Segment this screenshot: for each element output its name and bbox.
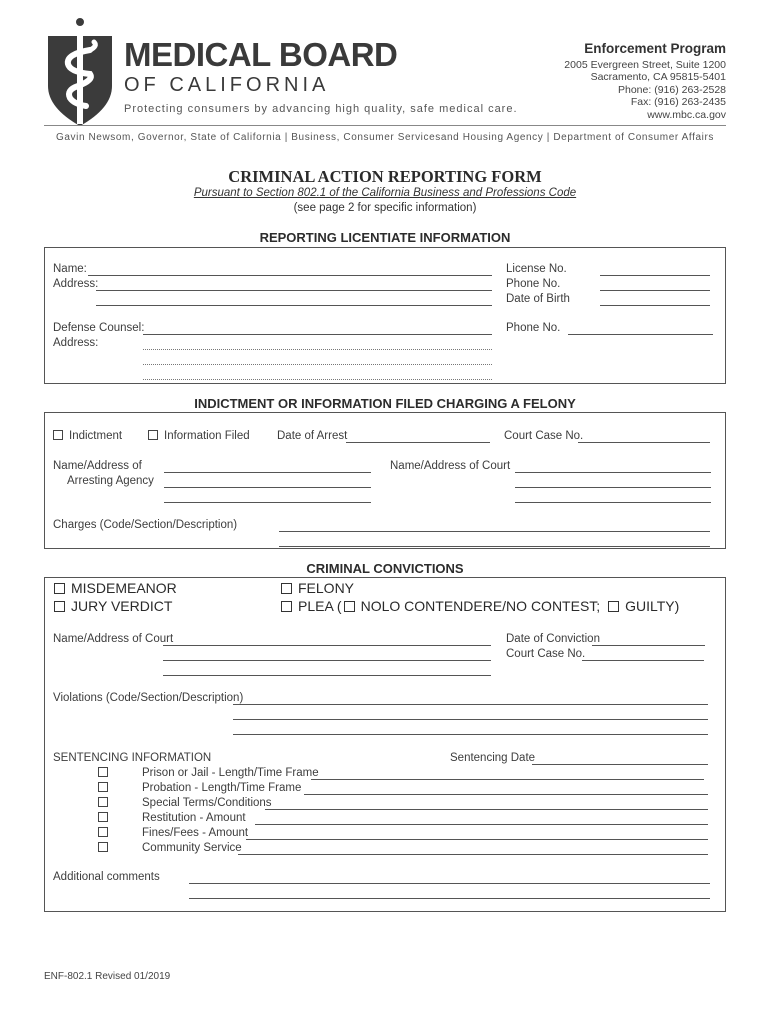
agency-field-1[interactable]: [164, 472, 371, 473]
licentiate-heading: REPORTING LICENTIATE INFORMATION: [259, 230, 511, 245]
form-title: CRIMINAL ACTION REPORTING FORM: [228, 167, 542, 186]
address-field-2[interactable]: [96, 305, 492, 306]
conviction-court-label: Name/Address of Court: [53, 633, 174, 645]
name-field[interactable]: [88, 275, 492, 276]
counsel-address-field-2[interactable]: [143, 364, 492, 365]
information-filed-checkbox[interactable]: [148, 430, 158, 440]
jury-verdict-label: JURY VERDICT: [71, 598, 173, 614]
sentence-field[interactable]: [255, 824, 708, 825]
license-field[interactable]: [600, 275, 710, 276]
violations-field-2[interactable]: [233, 719, 708, 720]
phone-label: Phone No.: [506, 278, 561, 290]
sentence-checkbox[interactable]: [98, 797, 108, 807]
tagline: Protecting consumers by advancing high quality, safe medical care.: [124, 103, 518, 115]
information-filed-option[interactable]: [148, 430, 250, 442]
address-line-1: 2005 Evergreen Street, Suite 1200: [564, 59, 726, 71]
form-note: (see page 2 for specific information): [293, 202, 477, 214]
indictment-label: Indictment: [69, 430, 123, 442]
government-line: Gavin Newsom, Governor, State of California | Business, Consumer Servicesand Housing Agency | Department of Consumer Affairs: [55, 132, 714, 143]
sentence-field[interactable]: [304, 794, 708, 795]
conviction-date-label: Date of Conviction: [506, 633, 600, 645]
address-field-1[interactable]: [96, 290, 492, 291]
charges-label: Charges (Code/Section/Description): [53, 519, 238, 531]
violations-field-3[interactable]: [233, 734, 708, 735]
sentencing-date-label: Sentencing Date: [450, 752, 536, 764]
conviction-case-label: Court Case No.: [506, 648, 586, 660]
charges-field-1[interactable]: [279, 531, 710, 532]
charges-field-2[interactable]: [279, 546, 710, 547]
nolo-label: NOLO CONTENDERE/NO CONTEST;: [360, 598, 601, 614]
conviction-case-field[interactable]: [582, 660, 704, 661]
counsel-field[interactable]: [143, 334, 492, 335]
header-divider: [44, 125, 726, 126]
jury-verdict-checkbox[interactable]: [54, 601, 65, 612]
sentence-item[interactable]: [98, 767, 319, 779]
comments-field-2[interactable]: [189, 898, 710, 899]
nolo-checkbox[interactable]: [344, 601, 355, 612]
license-label: License No.: [506, 263, 567, 275]
plea-label: PLEA (: [298, 598, 342, 614]
address-label: Address:: [53, 278, 99, 290]
conviction-date-field[interactable]: [592, 645, 705, 646]
guilty-label: GUILTY): [625, 598, 680, 614]
conviction-court-field-2[interactable]: [163, 660, 491, 661]
arrest-date-label: Date of Arrest: [277, 430, 348, 442]
sentence-label: Special Terms/Conditions: [142, 797, 272, 809]
violations-label: Violations (Code/Section/Description): [53, 692, 244, 704]
sentence-label: Community Service: [142, 842, 242, 854]
counsel-address-label: Address:: [53, 337, 99, 349]
agency-field-3[interactable]: [164, 502, 371, 503]
sentence-item[interactable]: [98, 812, 246, 824]
program-name: Enforcement Program: [584, 41, 726, 56]
misdemeanor-checkbox[interactable]: [54, 583, 65, 594]
court-case-label: Court Case No.: [504, 430, 584, 442]
felony-option[interactable]: [281, 580, 354, 596]
sentence-label: Probation - Length/Time Frame: [142, 782, 302, 794]
sentence-field[interactable]: [265, 809, 708, 810]
felony-label: FELONY: [298, 580, 355, 596]
jury-verdict-option[interactable]: [54, 598, 172, 614]
phone-field[interactable]: [600, 290, 710, 291]
felony-checkbox[interactable]: [281, 583, 292, 594]
dob-field[interactable]: [600, 305, 710, 306]
fax: Fax: (916) 263-2435: [630, 96, 726, 109]
counsel-address-field-3[interactable]: [143, 379, 492, 380]
information-filed-label: Information Filed: [164, 430, 250, 442]
counsel-address-field-1[interactable]: [143, 349, 492, 350]
sentence-checkbox[interactable]: [98, 782, 108, 792]
counsel-phone-field[interactable]: [568, 334, 713, 335]
arrest-date-field[interactable]: [346, 442, 490, 443]
revision-code: ENF-802.1 Revised 01/2019: [44, 971, 171, 982]
sentencing-label: SENTENCING INFORMATION: [53, 752, 212, 764]
counsel-phone-label: Phone No.: [506, 322, 561, 334]
indictment-option[interactable]: [53, 430, 122, 442]
sentencing-date-field[interactable]: [532, 764, 708, 765]
agency-label-2: Arresting Agency: [67, 475, 154, 487]
sentence-field[interactable]: [238, 854, 708, 855]
plea-checkbox[interactable]: [281, 601, 292, 612]
indictment-heading: INDICTMENT OR INFORMATION FILED CHARGING A FELONY: [194, 396, 576, 411]
sentence-field[interactable]: [311, 779, 704, 780]
address-line-2: Sacramento, CA 95815-5401: [590, 71, 726, 84]
sentence-checkbox[interactable]: [98, 812, 108, 822]
org-name: MEDICAL BOARD: [124, 36, 398, 73]
caduceus-shield-icon: [44, 16, 116, 128]
sentence-label: Fines/Fees - Amount: [142, 827, 249, 839]
agency-label: Name/Address of: [53, 460, 142, 472]
conviction-court-field-1[interactable]: [163, 645, 491, 646]
sentence-field[interactable]: [246, 839, 708, 840]
comments-label: Additional comments: [53, 871, 160, 883]
plea-option[interactable]: [281, 598, 679, 614]
agency-field-2[interactable]: [164, 487, 371, 488]
dob-label: Date of Birth: [506, 293, 570, 305]
violations-field-1[interactable]: [233, 704, 708, 705]
indictment-court-field-3[interactable]: [515, 502, 711, 503]
sentence-checkbox[interactable]: [98, 842, 108, 852]
sentence-label: Restitution - Amount: [142, 812, 246, 824]
guilty-checkbox[interactable]: [608, 601, 619, 612]
sentence-checkbox[interactable]: [98, 767, 108, 777]
court-case-field[interactable]: [578, 442, 710, 443]
sentence-label: Prison or Jail - Length/Time Frame: [142, 767, 319, 779]
misdemeanor-label: MISDEMEANOR: [71, 580, 177, 596]
indictment-court-field-2[interactable]: [515, 487, 711, 488]
sentence-item[interactable]: [98, 797, 272, 809]
conviction-court-field-3[interactable]: [163, 675, 491, 676]
name-label: Name:: [53, 263, 87, 275]
phone: Phone: (916) 263-2528: [618, 83, 726, 96]
indictment-checkbox[interactable]: [53, 430, 63, 440]
logo-emblem: [44, 16, 116, 128]
org-name-sub: OF CALIFORNIA: [124, 74, 330, 96]
misdemeanor-option[interactable]: [54, 580, 177, 596]
form-subtitle: Pursuant to Section 802.1 of the California Business and Professions Code: [193, 187, 577, 199]
counsel-label: Defense Counsel:: [53, 322, 145, 334]
contact-block: [466, 41, 726, 121]
comments-field-1[interactable]: [189, 883, 710, 884]
sentence-item[interactable]: [98, 827, 248, 839]
website-link[interactable]: www.mbc.ca.gov: [647, 108, 726, 121]
convictions-heading: CRIMINAL CONVICTIONS: [306, 561, 464, 576]
convictions-section: [44, 577, 726, 912]
sentence-checkbox[interactable]: [98, 827, 108, 837]
indictment-court-label: Name/Address of Court: [390, 460, 511, 472]
sentence-item[interactable]: [98, 782, 301, 794]
sentence-item[interactable]: [98, 842, 242, 854]
indictment-court-field-1[interactable]: [515, 472, 711, 473]
